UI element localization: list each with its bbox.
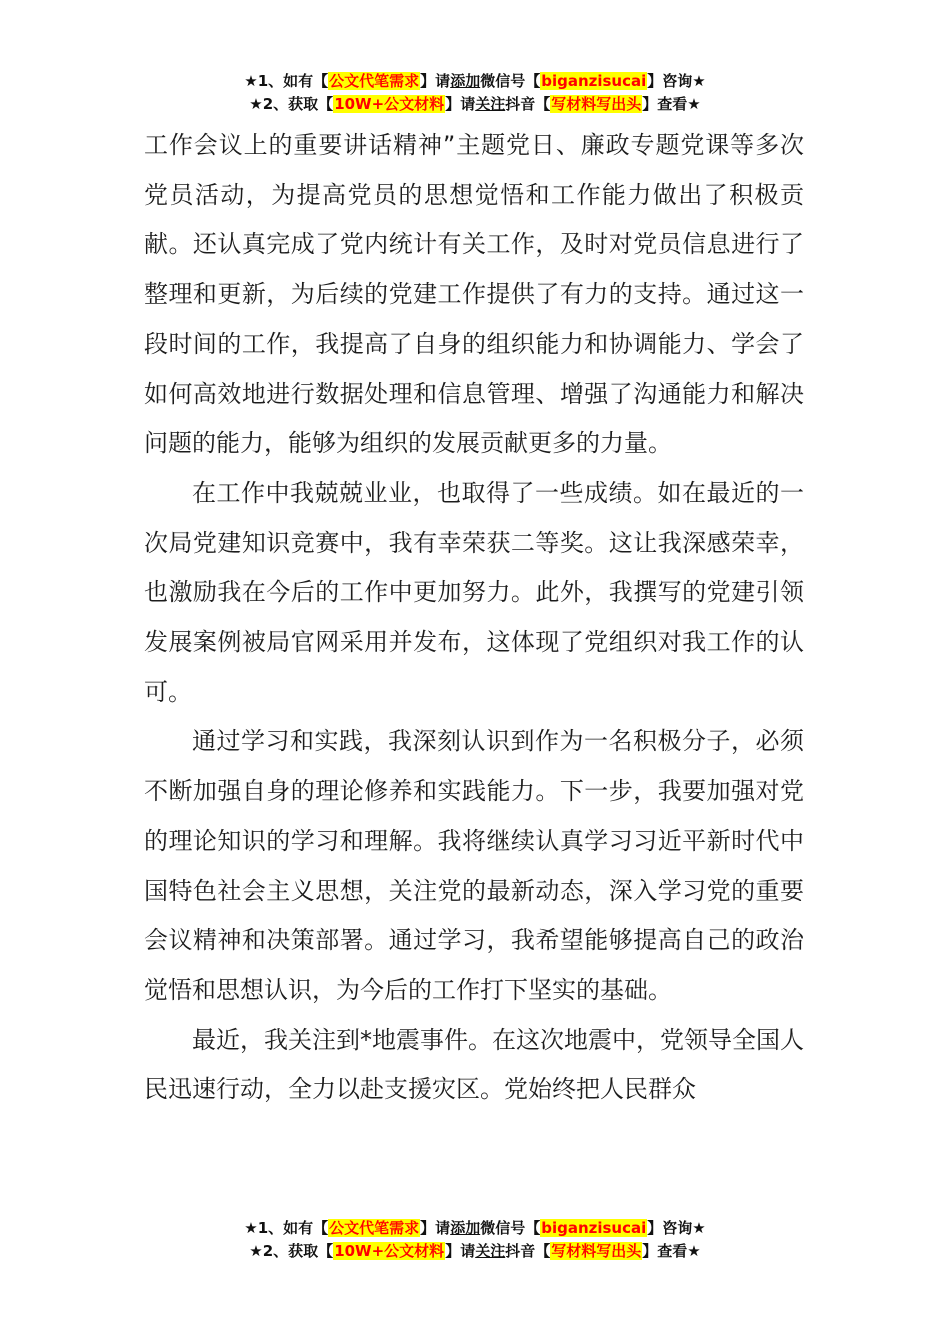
paragraph-2: 在工作中我兢兢业业，也取得了一些成绩。如在最近的一次局党建知识竞赛中，我有幸荣获二等奖。这让我深感荣幸，也激励我在今后的工作中更加努力。此外，我撰写的党建引领发展案例被局官网采用并发布，这体现了党组织对我工作的认可。	[144, 478, 804, 706]
highlight-materials: 10W+公文材料	[334, 95, 445, 113]
banner-text: ★1、如有【	[244, 1219, 329, 1237]
banner-text: 】请	[445, 1242, 476, 1260]
banner-text: 】咨询★	[647, 72, 706, 90]
banner-text: 】请	[420, 72, 451, 90]
footer-banner-line-1	[0, 1217, 950, 1240]
footer-banner-line-2	[0, 1240, 950, 1263]
underlined-add: 添加	[450, 72, 481, 90]
banner-text: 微信号【	[480, 72, 541, 90]
underlined-add: 添加	[450, 1219, 481, 1237]
highlight-ghostwriting: 公文代笔需求	[329, 72, 420, 90]
banner-text: ★2、获取【	[249, 1242, 334, 1260]
paragraph-1: 工作会议上的重要讲话精神”主题党日、廉政专题党课等多次党员活动，为提高党员的思想觉悟和工作能力做出了积极贡献。还认真完成了党内统计有关工作，及时对党员信息进行了整理和更新，为后续的党建工作提供了有力的支持。通过这一段时间的工作，我提高了自身的组织能力和协调能力、学会了如何高效地进行数据处理和信息管理、增强了沟通能力和解决问题的能力，能够为组织的发展贡献更多的力量。	[144, 131, 804, 458]
banner-text: 微信号【	[480, 1219, 541, 1237]
banner-text: 】查看★	[642, 1242, 701, 1260]
paragraph-4: 最近，我关注到*地震事件。在这次地震中，党领导全国人民迅速行动，全力以赴支援灾区。党始终把人民群众	[144, 1025, 804, 1104]
banner-text: ★1、如有【	[244, 72, 329, 90]
header-banner	[0, 70, 950, 116]
banner-text: 】咨询★	[647, 1219, 706, 1237]
banner-text: 】请	[420, 1219, 451, 1237]
highlight-wechat-id: biganzisucai	[541, 1219, 647, 1237]
banner-text: ★2、获取【	[249, 95, 334, 113]
paragraph-3: 通过学习和实践，我深刻认识到作为一名积极分子，必须不断加强自身的理论修养和实践能力。下一步，我要加强对党的理论知识的学习和理解。我将继续认真学习习近平新时代中国特色社会主义思想，关注党的最新动态，深入学习党的重要会议精神和决策部署。通过学习，我希望能够提高自己的政治觉悟和思想认识，为今后的工作打下坚实的基础。	[144, 727, 804, 1004]
document-body	[144, 121, 804, 1115]
banner-text: 】查看★	[642, 95, 701, 113]
underlined-follow: 关注	[475, 95, 506, 113]
highlight-wechat-id: biganzisucai	[541, 72, 647, 90]
header-banner-line-2	[0, 93, 950, 116]
banner-text: 抖音【	[505, 1242, 551, 1260]
header-banner-line-1	[0, 70, 950, 93]
footer-banner	[0, 1217, 950, 1263]
highlight-douyin-account: 写材料写出头	[551, 1242, 642, 1260]
highlight-douyin-account: 写材料写出头	[551, 95, 642, 113]
banner-text: 】请	[445, 95, 476, 113]
underlined-follow: 关注	[475, 1242, 506, 1260]
banner-text: 抖音【	[505, 95, 551, 113]
highlight-ghostwriting: 公文代笔需求	[329, 1219, 420, 1237]
highlight-materials: 10W+公文材料	[334, 1242, 445, 1260]
